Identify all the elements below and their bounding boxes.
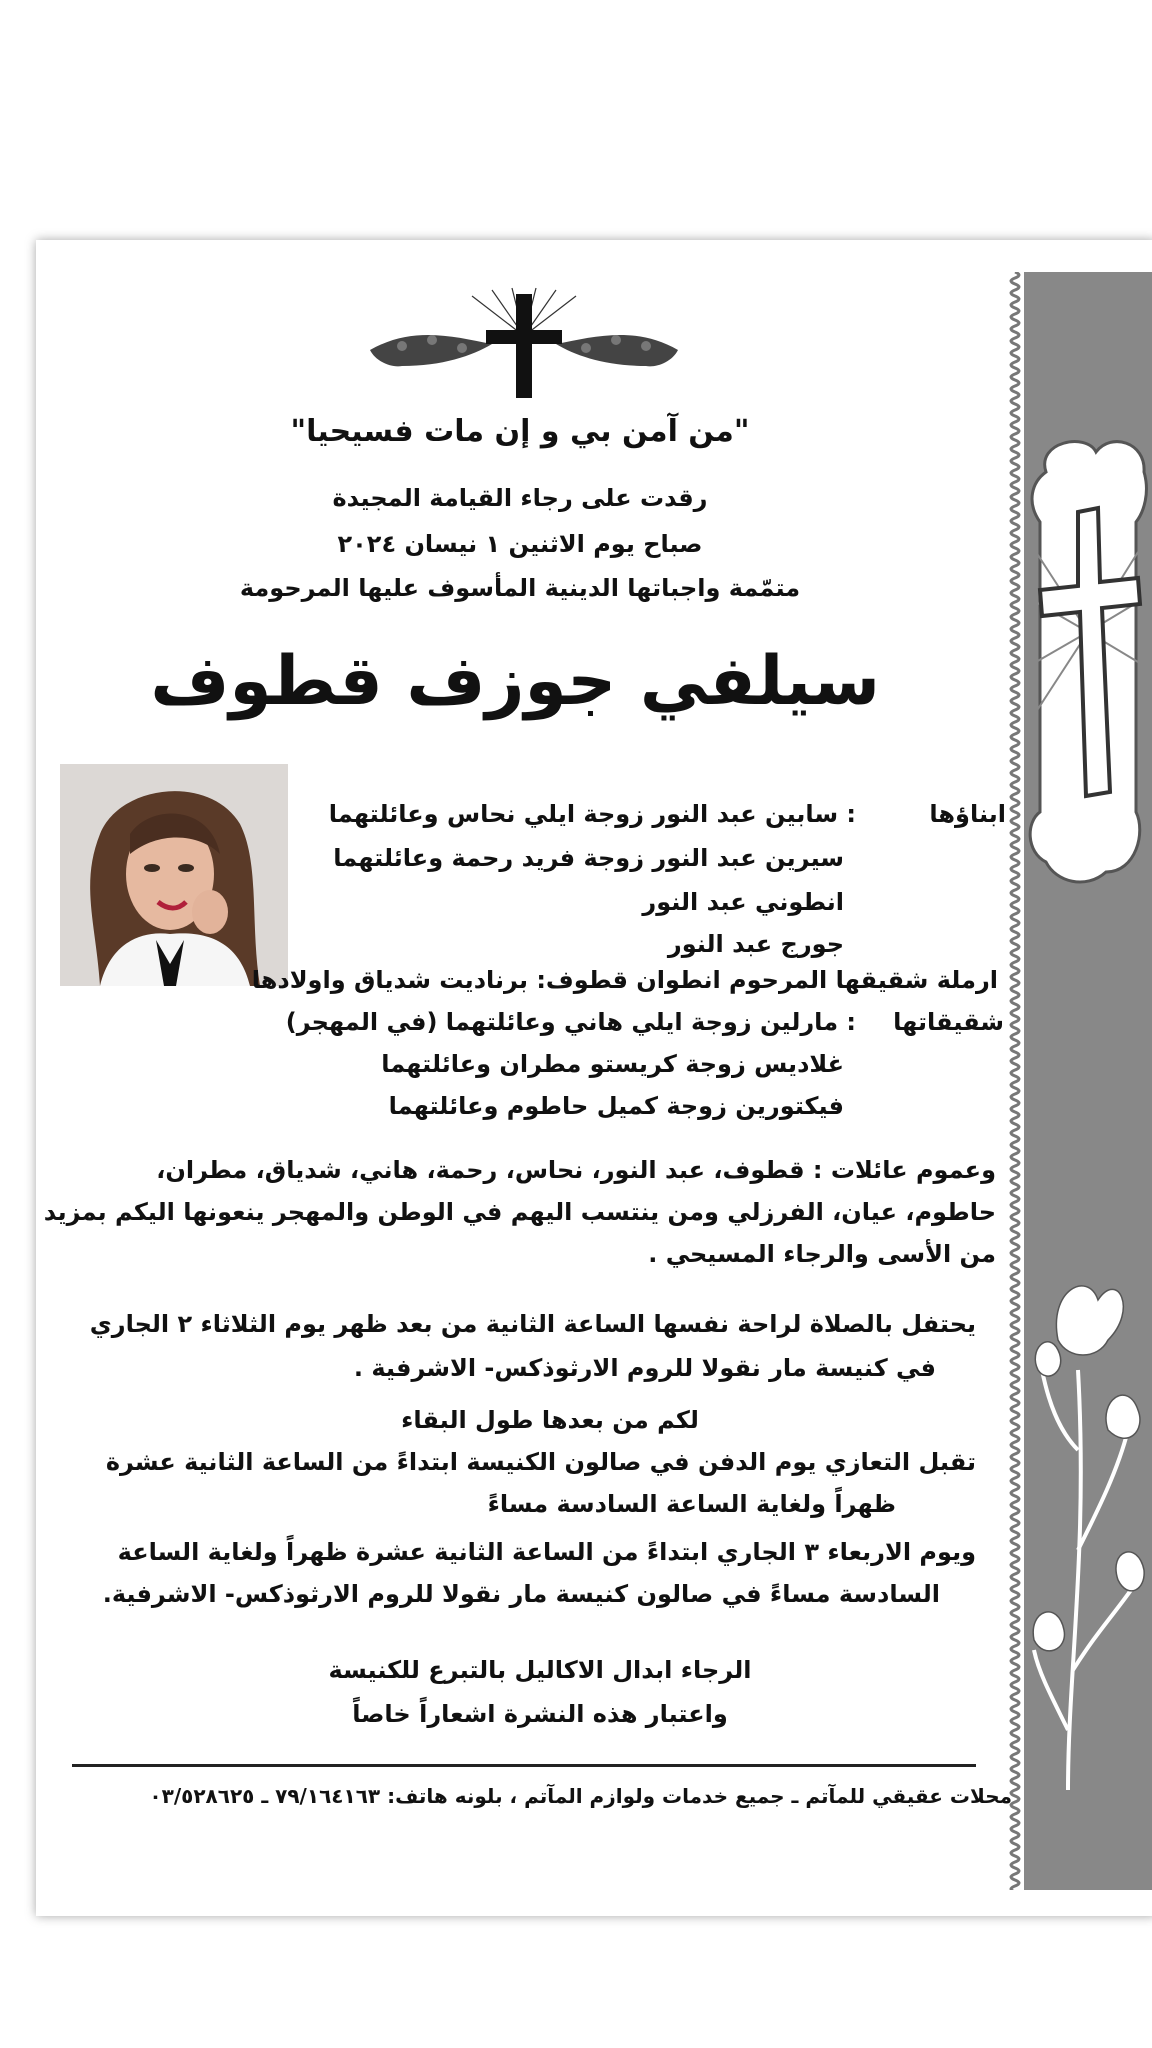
closing-line-1: الرجاء ابدال الاكاليل بالتبرع للكنيسة	[328, 1656, 752, 1684]
son-line-3: انطوني عبد النور	[642, 888, 844, 916]
condolence-line-2: ظهراً ولغاية الساعة السادسة مساءً	[487, 1490, 896, 1518]
footer-contact: محلات عقيقي للمآتم ـ جميع خدمات ولوازم المآتم ، بلونه هاتف: ٧٩/١٦٤١٦٣ ـ ٠٣/٥٢٨٦٢٥	[149, 1784, 1012, 1808]
deceased-name: سيلفي جوزف قطوف	[150, 642, 880, 721]
sons-label: ابناؤها	[929, 800, 1006, 828]
sister-line-3: فيكتورين زوجة كميل حاطوم وعائلتهما	[388, 1092, 844, 1120]
relatives-line-2: حاطوم، عيان، الفرزلي ومن ينتسب اليهم في الوطن والمهجر ينعونها اليكم بمزيد	[43, 1198, 996, 1226]
son-line-1: : سابين عبد النور زوجة ايلي نحاس وعائلتهما	[328, 800, 856, 828]
condolence-heading: لكم من بعدها طول البقاء	[401, 1406, 699, 1434]
sisters-label: شقيقاتها	[893, 1008, 1004, 1036]
sister-line-2: غلاديس زوجة كريستو مطران وعائلتهما	[381, 1050, 844, 1078]
bible-verse: "من آمن بي و إن مات فسيحيا"	[290, 414, 750, 449]
wavy-border	[1006, 272, 1024, 1890]
deceased-photo	[60, 764, 288, 986]
cross-ornament-icon	[362, 286, 686, 406]
intro-line-2: صباح يوم الاثنين ١ نيسان ٢٠٢٤	[337, 530, 703, 558]
footer-divider	[72, 1764, 976, 1767]
funeral-line-1: يحتفل بالصلاة لراحة نفسها الساعة الثانية من بعد ظهر يوم الثلاثاء ٢ الجاري	[89, 1310, 976, 1338]
intro-line-1: رقدت على رجاء القيامة المجيدة	[332, 484, 708, 512]
condolence-line-4: السادسة مساءً في صالون كنيسة مار نقولا للروم الارثوذكس- الاشرفية.	[102, 1580, 940, 1608]
widow-line: ارملة شقيقها المرحوم انطوان قطوف: برناديت شدياق واولادها	[251, 966, 998, 994]
condolence-line-3: ويوم الاربعاء ٣ الجاري ابتداءً من الساعة الثانية عشرة ظهراً ولغاية الساعة	[117, 1538, 976, 1566]
son-line-2: سيرين عبد النور زوجة فريد رحمة وعائلتهما	[333, 844, 844, 872]
flower-icon	[1028, 1250, 1146, 1810]
cross-in-cloud-icon	[1026, 432, 1150, 892]
funeral-line-2: في كنيسة مار نقولا للروم الارثوذكس- الاشرفية .	[353, 1354, 936, 1382]
sister-line-1: : مارلين زوجة ايلي هاني وعائلتهما (في المهجر)	[285, 1008, 856, 1036]
condolence-line-1: تقبل التعازي يوم الدفن في صالون الكنيسة ابتداءً من الساعة الثانية عشرة	[105, 1448, 976, 1476]
closing-line-2: واعتبار هذه النشرة اشعاراً خاصاً	[352, 1700, 728, 1728]
son-line-4: جورج عبد النور	[667, 930, 844, 958]
intro-line-3: متمّمة واجباتها الدينية المأسوف عليها المرحومة	[239, 574, 801, 602]
relatives-line-3: من الأسى والرجاء المسيحي .	[648, 1240, 996, 1268]
relatives-line-1: وعموم عائلات : قطوف، عبد النور، نحاس، رحمة، هاني، شدياق، مطران،	[156, 1156, 996, 1184]
